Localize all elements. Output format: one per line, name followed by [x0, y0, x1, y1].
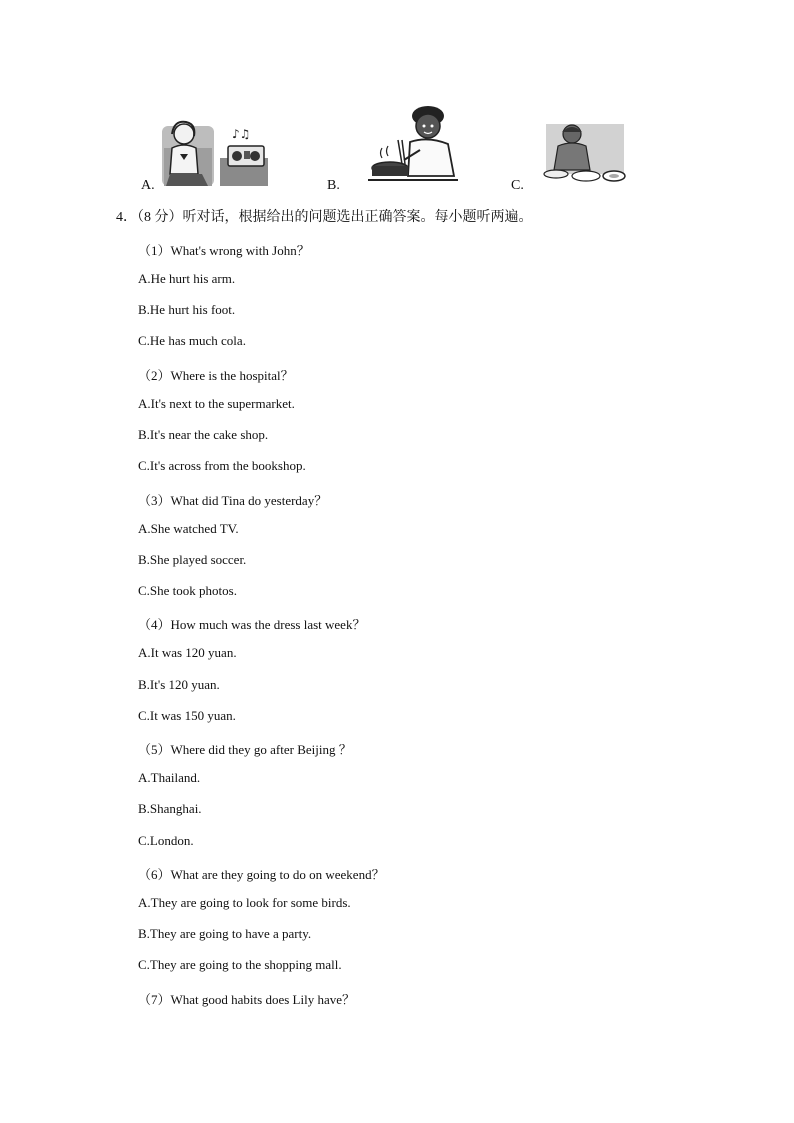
- option-6-a: A.They are going to look for some birds.: [138, 895, 351, 910]
- option-2-b: B.It's near the cake shop.: [138, 427, 269, 442]
- picture-option-letter-a: A.: [141, 178, 155, 193]
- option-2-a: A.It's next to the supermarket.: [138, 396, 295, 411]
- option-5-a: A.Thailand.: [138, 770, 201, 785]
- sub-question-1: （1）What's wrong with John？: [138, 243, 310, 258]
- picture-options-row: [0, 100, 794, 195]
- option-5-b: B.Shanghai.: [138, 801, 202, 816]
- svg-text:♪♫: ♪♫: [232, 127, 251, 141]
- person-cooking-icon: [368, 102, 458, 188]
- option-3-a: A.She watched TV.: [138, 521, 239, 536]
- option-4-c: C.It was 150 yuan.: [138, 708, 236, 723]
- picture-option-letter-c: C.: [511, 178, 524, 193]
- option-4-b: B.It's 120 yuan.: [138, 677, 220, 692]
- option-1-b: B.He hurt his foot.: [138, 302, 236, 317]
- sub-question-7: （7）What good habits does Lily have？: [138, 992, 355, 1007]
- sub-question-3: （3）What did Tina do yesterday？: [138, 493, 328, 508]
- option-1-c: C.He has much cola.: [138, 333, 246, 348]
- option-6-c: C.They are going to the shopping mall.: [138, 957, 342, 972]
- sub-question-6: （6）What are they going to do on weekend？: [138, 867, 385, 882]
- question-4-header: 4．（8 分）听对话，根据给出的问题选出正确答案。每小题听两遍。: [116, 210, 533, 225]
- option-4-a: A.It was 120 yuan.: [138, 645, 237, 660]
- picture-option-letter-b: B.: [327, 178, 340, 193]
- option-6-b: B.They are going to have a party.: [138, 926, 312, 941]
- boy-washing-dishes-icon: [542, 122, 628, 186]
- option-2-c: C.It's across from the bookshop.: [138, 458, 306, 473]
- option-3-c: C.She took photos.: [138, 583, 237, 598]
- sub-question-4: （4）How much was the dress last week？: [138, 617, 366, 632]
- option-5-c: C.London.: [138, 833, 194, 848]
- option-3-b: B.She played soccer.: [138, 552, 247, 567]
- sub-question-2: （2）Where is the hospital？: [138, 368, 294, 383]
- option-1-a: A.He hurt his arm.: [138, 271, 236, 286]
- girl-listening-to-radio-icon: [162, 118, 272, 190]
- sub-question-5: （5）Where did they go after Beijing ？: [138, 742, 352, 757]
